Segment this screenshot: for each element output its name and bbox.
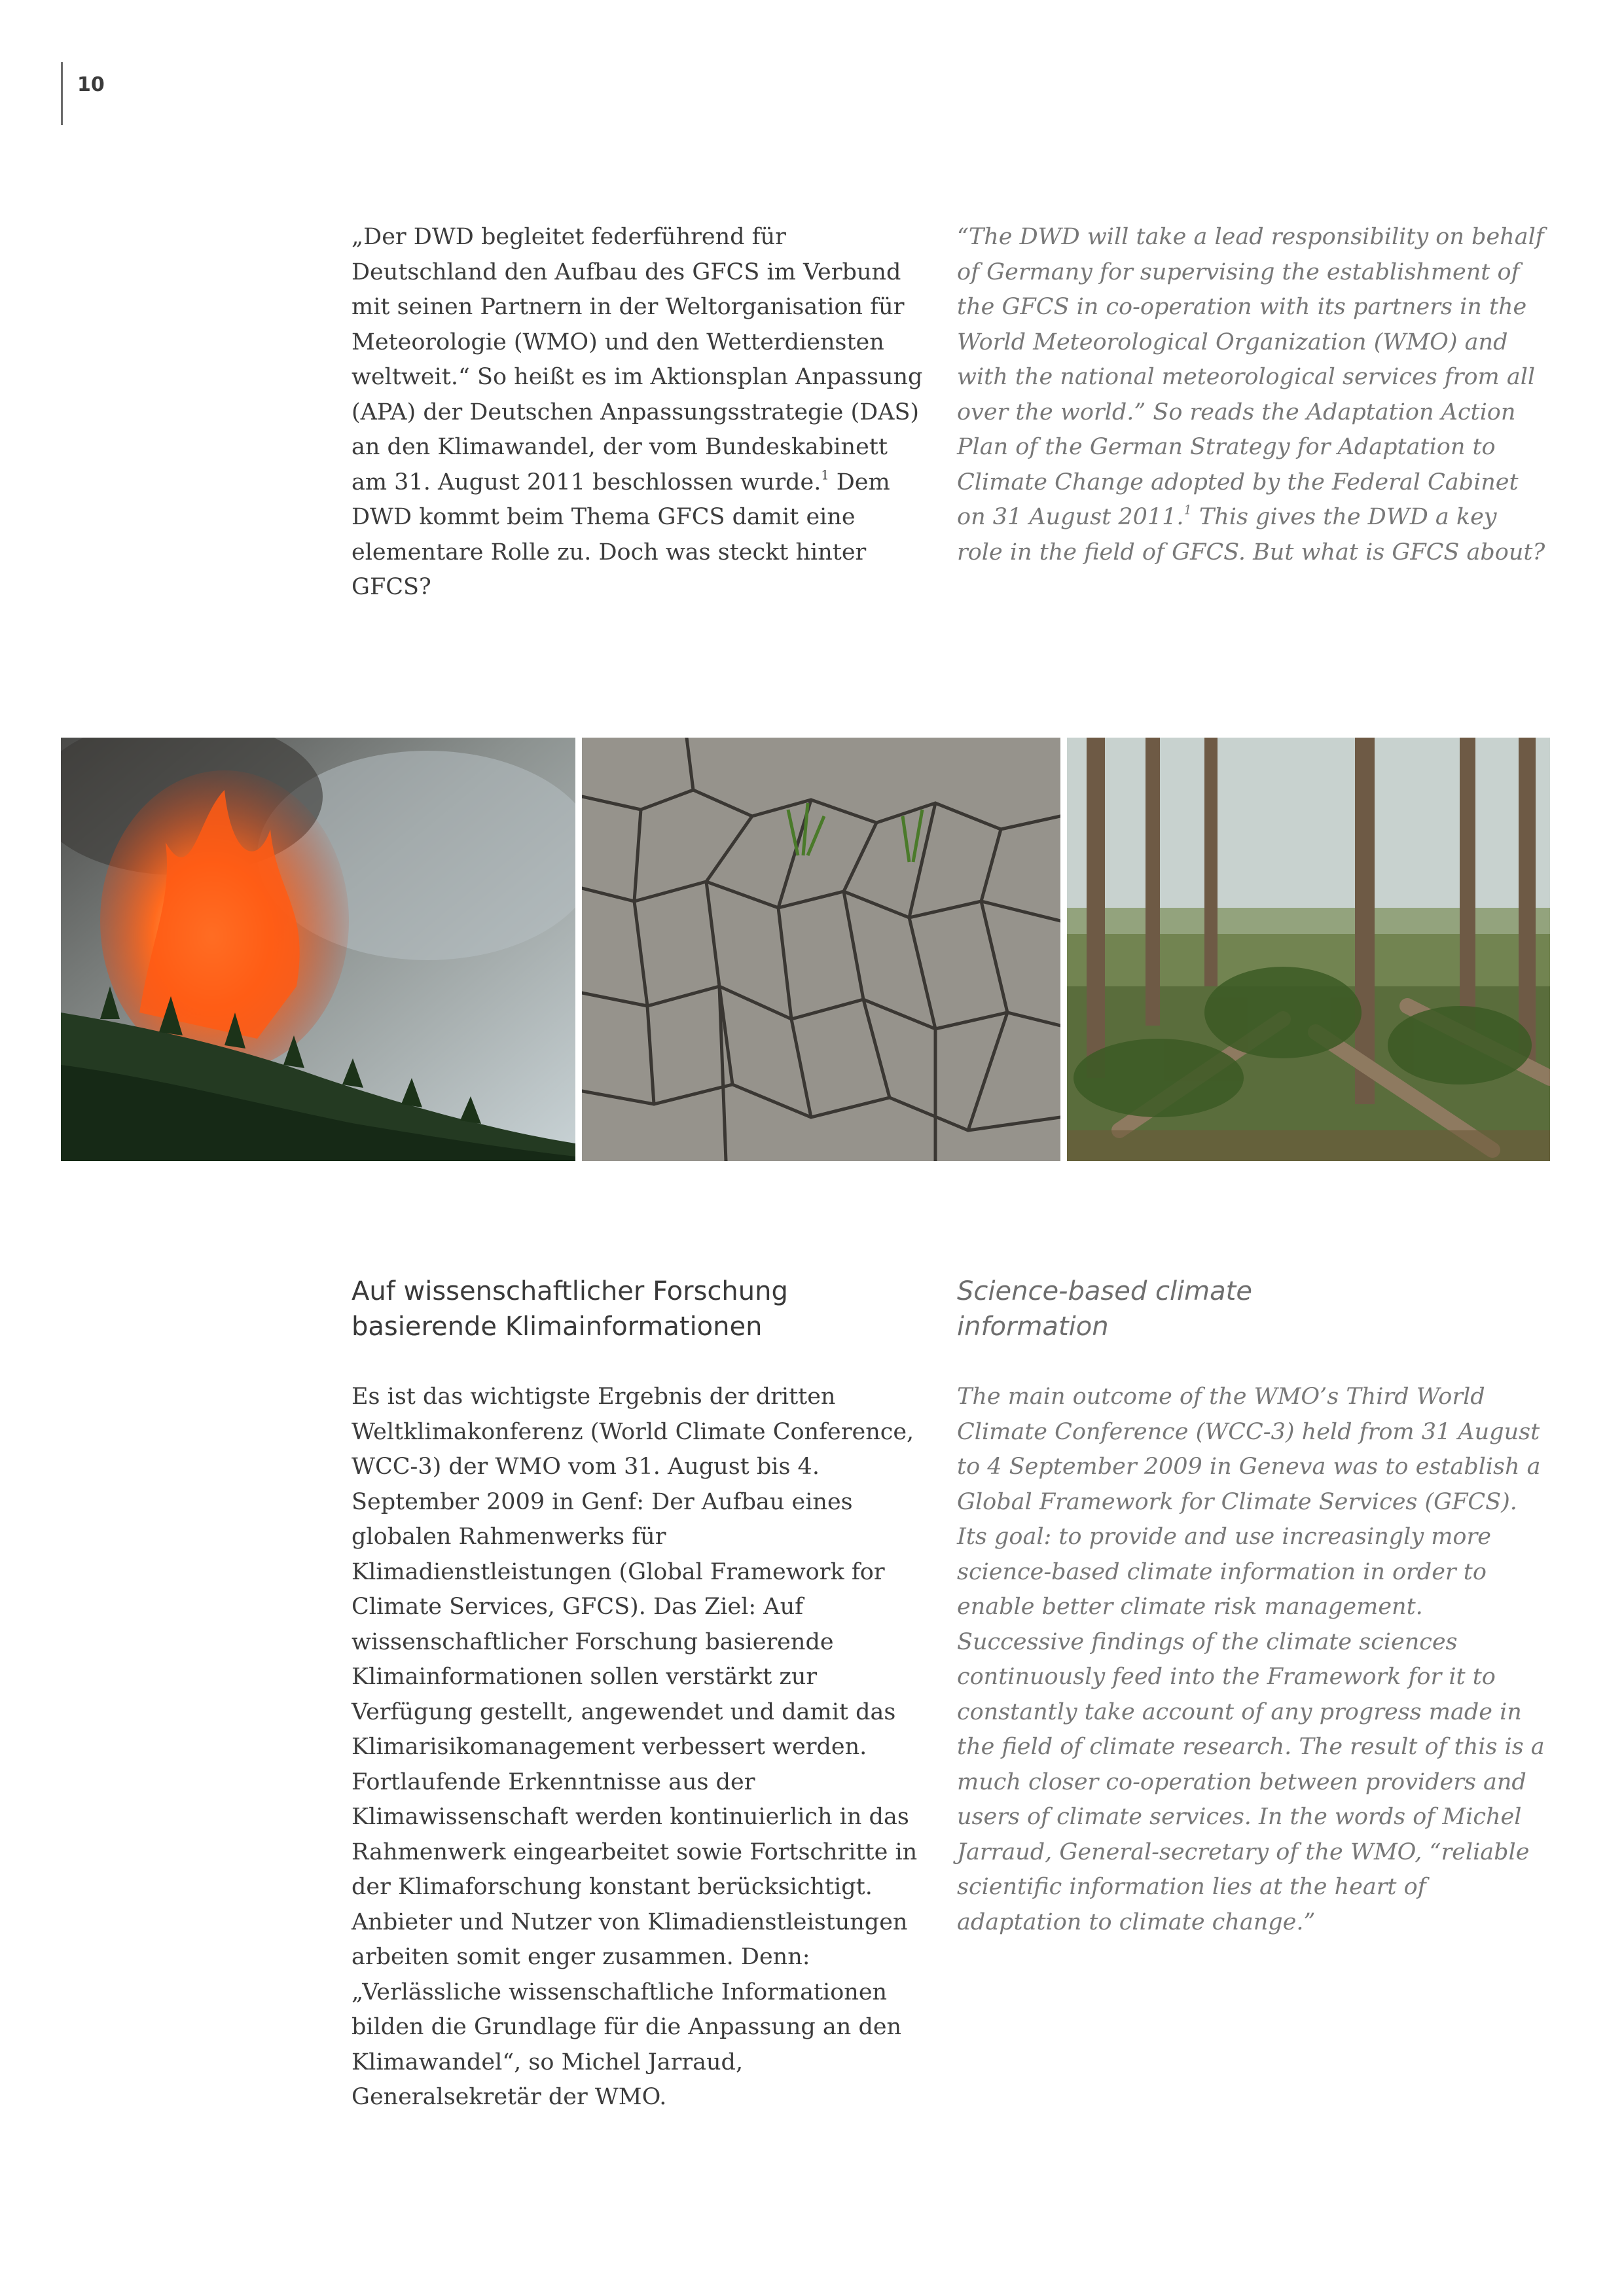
intro-english-text-b: This gives the DWD a key role in the field of GFCS. But what is GFCS about? <box>957 504 1545 565</box>
section-german-column <box>352 1274 928 2115</box>
cracked-soil-photo <box>582 738 1060 1161</box>
intro-english-text-a: “The DWD will take a lead responsibility on behalf of Germany for supervising the establishment of the GFCS in co-operation with its partners in the World Meteorological Organization (WMO) and with the national meteorological services from all over the world.” So reads the Adaptation Action Plan of the German Strategy for Adaptation to Climate Change adopted by the Federal Cabinet on 31 August 2011. <box>957 224 1544 530</box>
section-heading-english-line: information <box>957 1312 1109 1342</box>
intro-german-paragraph <box>352 220 928 605</box>
section-heading-german-line: Auf wissenschaftlicher Forschung <box>352 1276 788 1306</box>
section-heading-german <box>352 1274 928 1344</box>
intro-german-text-a: „Der DWD begleitet federführend für Deutschland den Aufbau des GFCS im Verbund mit seinen Partnern in der Weltorganisation für Meteorologie (WMO) und den Wetterdiensten weltweit.“ So heißt es im Aktionsplan Anpassung (APA) der Deutschen Anpassungsstrategie (DAS) an den Klimawandel, der vom Bundeskabinett am 31. August 2011 beschlossen wurde. <box>352 224 923 495</box>
intro-english-column <box>957 220 1546 570</box>
section-heading-english <box>957 1274 1546 1344</box>
storm-damaged-forest-photo <box>1067 738 1550 1161</box>
footnote-marker[interactable]: 1 <box>1183 502 1192 518</box>
intro-german-column <box>352 220 928 605</box>
intro-english-paragraph <box>957 220 1546 570</box>
section-english-column <box>957 1274 1546 1940</box>
page-margin-rule <box>61 62 63 125</box>
section-english-paragraph: The main outcome of the WMO’s Third World Climate Conference (WCC-3) held from 31 August to 4 September 2009 in Geneva was to establish a Global Framework for Climate Services (GFCS). Its goal: to provide and use increasingly more science-based climate information in order to enable better climate risk management. Successive findings of the climate sciences continuously feed into the Framework for it to constantly take account of any progress made in the field of climate research. The result of this is a much closer co-operation between providers and users of climate services. In the words of Michel Jarraud, General-secretary of the WMO, “reliable scientific information lies at the heart of adaptation to climate change.” <box>957 1384 1545 1935</box>
section-heading-german-line: basierende Klimainformationen <box>352 1312 763 1342</box>
forest-fire-photo <box>61 738 575 1161</box>
intro-german-text-b: Dem DWD kommt beim Thema GFCS damit eine elementare Rolle zu. Doch was steckt hinter GFCS? <box>352 469 890 600</box>
section-heading-english-line: Science-based climate <box>957 1276 1252 1306</box>
photo-strip <box>61 738 1550 1161</box>
page-number: 10 <box>77 73 105 96</box>
footnote-marker[interactable]: 1 <box>821 467 829 483</box>
section-german-paragraph: Es ist das wichtigste Ergebnis der dritten Weltklimakonferenz (World Climate Conference, WCC-3) der WMO vom 31. August bis 4. September 2009 in Genf: Der Aufbau eines globalen Rahmenwerks für Klimadienstleistungen (Global Framework for Climate Services, GFCS). Das Ziel: Auf wissenschaftlicher Forschung basierende Klimainformationen sollen verstärkt zur Verfügung gestellt, angewendet und damit das Klimarisikomanagement verbessert werden. Fortlaufende Erkenntnisse aus der Klimawissenschaft werden kontinuierlich in das Rahmenwerk eingearbeitet sowie Fortschritte in der Klimaforschung konstant berücksichtigt. Anbieter und Nutzer von Klimadienstleistungen arbeiten somit enger zusammen. Denn: „Verlässliche wissenschaftliche Informationen bilden die Grundlage für die Anpassung an den Klimawandel“, so Michel Jarraud, Generalsekretär der WMO. <box>352 1384 918 2110</box>
